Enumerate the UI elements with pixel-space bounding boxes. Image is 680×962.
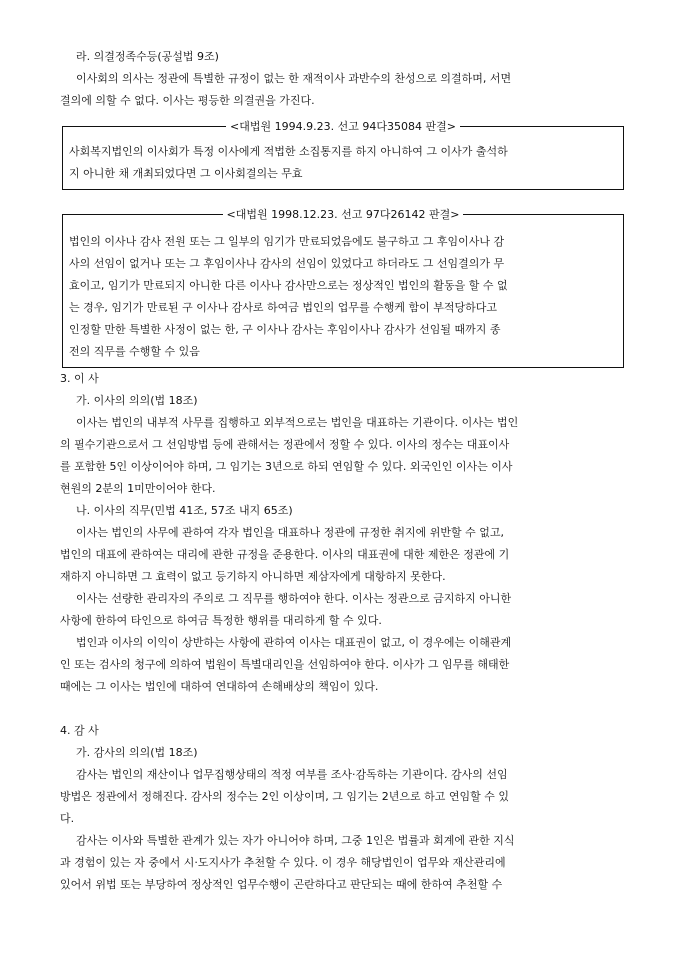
- paragraph-line: 이사는 법인의 사무에 관하여 각자 법인을 대표하나 정관에 규정한 취지에 위반할 수 없고,: [76, 526, 504, 539]
- paragraph-line: 를 포함한 5인 이상이어야 하며, 그 임기는 3년으로 하되 연임할 수 있다. 외국인인 이사는 이사: [60, 460, 513, 473]
- paragraph-line: 때에는 그 이사는 법인에 대하여 연대하여 손해배상의 책임이 있다.: [60, 680, 379, 693]
- case-box-line: 지 아니한 채 개최되었다면 그 이사회결의는 무효: [69, 167, 303, 180]
- section-heading-4: 4. 감 사: [60, 724, 99, 737]
- paragraph-line: 감사는 이사와 특별한 관계가 있는 자가 아니어야 하며, 그중 1인은 법률과 회계에 관한 지식: [76, 834, 515, 847]
- paragraph-line: 이사회의 의사는 정관에 특별한 규정이 없는 한 재적이사 과반수의 찬성으로 의결하며, 서면: [76, 72, 512, 85]
- paragraph-line: 있어서 위법 또는 부당하여 정상적인 업무수행이 곤란하다고 판단되는 때에 한하여 추천할 수: [60, 878, 503, 891]
- paragraph-line: 사항에 한하여 타인으로 하여금 특정한 행위를 대리하게 할 수 있다.: [60, 614, 382, 627]
- subsection-heading-3-na: 나. 이사의 직무(민법 41조, 57조 내지 65조): [76, 504, 293, 517]
- case-box-1-title: <대법원 1994.9.23. 선고 94다35084 판결>: [63, 119, 623, 135]
- case-box-line: 사회복지법인의 이사회가 특정 이사에게 적법한 소집통지를 하지 아니하여 그 이사가 출석하: [69, 145, 508, 158]
- paragraph-line: 현원의 2분의 1미만이어야 한다.: [60, 482, 216, 495]
- paragraph-line: 결의에 의할 수 없다. 이사는 평등한 의결권을 가진다.: [60, 94, 315, 107]
- case-box-2: [62, 208, 624, 368]
- case-box-1: [62, 120, 624, 190]
- paragraph-line: 방법은 정관에서 정해진다. 감사의 정수는 2인 이상이며, 그 임기는 2년으로 하고 연임할 수 있: [60, 790, 509, 803]
- subsection-heading-3-ga: 가. 이사의 의의(법 18조): [76, 394, 198, 407]
- case-box-line: 사의 선임이 없거나 또는 그 후임이사나 감사의 선임이 있었다고 하더라도 그 선임결의가 무: [69, 257, 505, 270]
- paragraph-line: 과 경험이 있는 자 중에서 시·도지사가 추천할 수 있다. 이 경우 해당법인이 업무와 재산관리에: [60, 856, 506, 869]
- case-box-line: 전의 직무를 수행할 수 있음: [69, 345, 200, 358]
- paragraph-line: 법인의 대표에 관하여는 대리에 관한 규정을 준용한다. 이사의 대표권에 대한 제한은 정관에 기: [60, 548, 510, 561]
- blank-line: [60, 698, 626, 720]
- case-box-2-title: <대법원 1998.12.23. 선고 97다26142 판결>: [63, 207, 623, 223]
- case-box-line: 인정할 만한 특별한 사정이 없는 한, 구 이사나 감사는 후임이사나 감사가 선임될 때까지 종: [69, 323, 501, 336]
- subsection-heading-4-ga: 가. 감사의 의의(법 18조): [76, 746, 198, 759]
- case-box-line: 는 경우, 임기가 만료된 구 이사나 감사로 하여금 법인의 업무를 수행케 함이 부적당하다고: [69, 301, 497, 314]
- paragraph-line: 다.: [60, 812, 75, 825]
- paragraph-line: 재하지 아니하면 그 효력이 없고 등기하지 아니하면 제삼자에게 대항하지 못한다.: [60, 570, 446, 583]
- case-box-line: 효이고, 임기가 만료되지 아니한 다른 이사나 감사만으로는 정상적인 법인의 활동을 할 수 없: [69, 279, 508, 292]
- paragraph-line: 감사는 법인의 재산이나 업무집행상태의 적정 여부를 조사·감독하는 기관이다. 감사의 선임: [76, 768, 508, 781]
- paragraph-line: 의 필수기관으로서 그 선임방법 등에 관해서는 정관에서 정할 수 있다. 이사의 정수는 대표이사: [60, 438, 510, 451]
- paragraph-line: 이사는 법인의 내부적 사무를 집행하고 외부적으로는 법인을 대표하는 기관이다. 이사는 법인: [76, 416, 519, 429]
- document-page: [60, 46, 626, 896]
- case-box-line: 법인의 이사나 감사 전원 또는 그 일부의 임기가 만료되었음에도 불구하고 그 후임이사나 감: [69, 235, 505, 248]
- section-heading-3: 3. 이 사: [60, 372, 99, 385]
- paragraph-line: 인 또는 검사의 청구에 의하여 법원이 특별대리인을 선임하여야 한다. 이사가 그 임무를 해태한: [60, 658, 510, 671]
- section-heading-ra: 라. 의결정족수등(공설법 9조): [76, 50, 219, 63]
- paragraph-line: 법인과 이사의 이익이 상반하는 사항에 관하여 이사는 대표권이 없고, 이 경우에는 이해관계: [76, 636, 512, 649]
- paragraph-line: 이사는 선량한 관리자의 주의로 그 직무를 행하여야 한다. 이사는 정관으로 금지하지 아니한: [76, 592, 512, 605]
